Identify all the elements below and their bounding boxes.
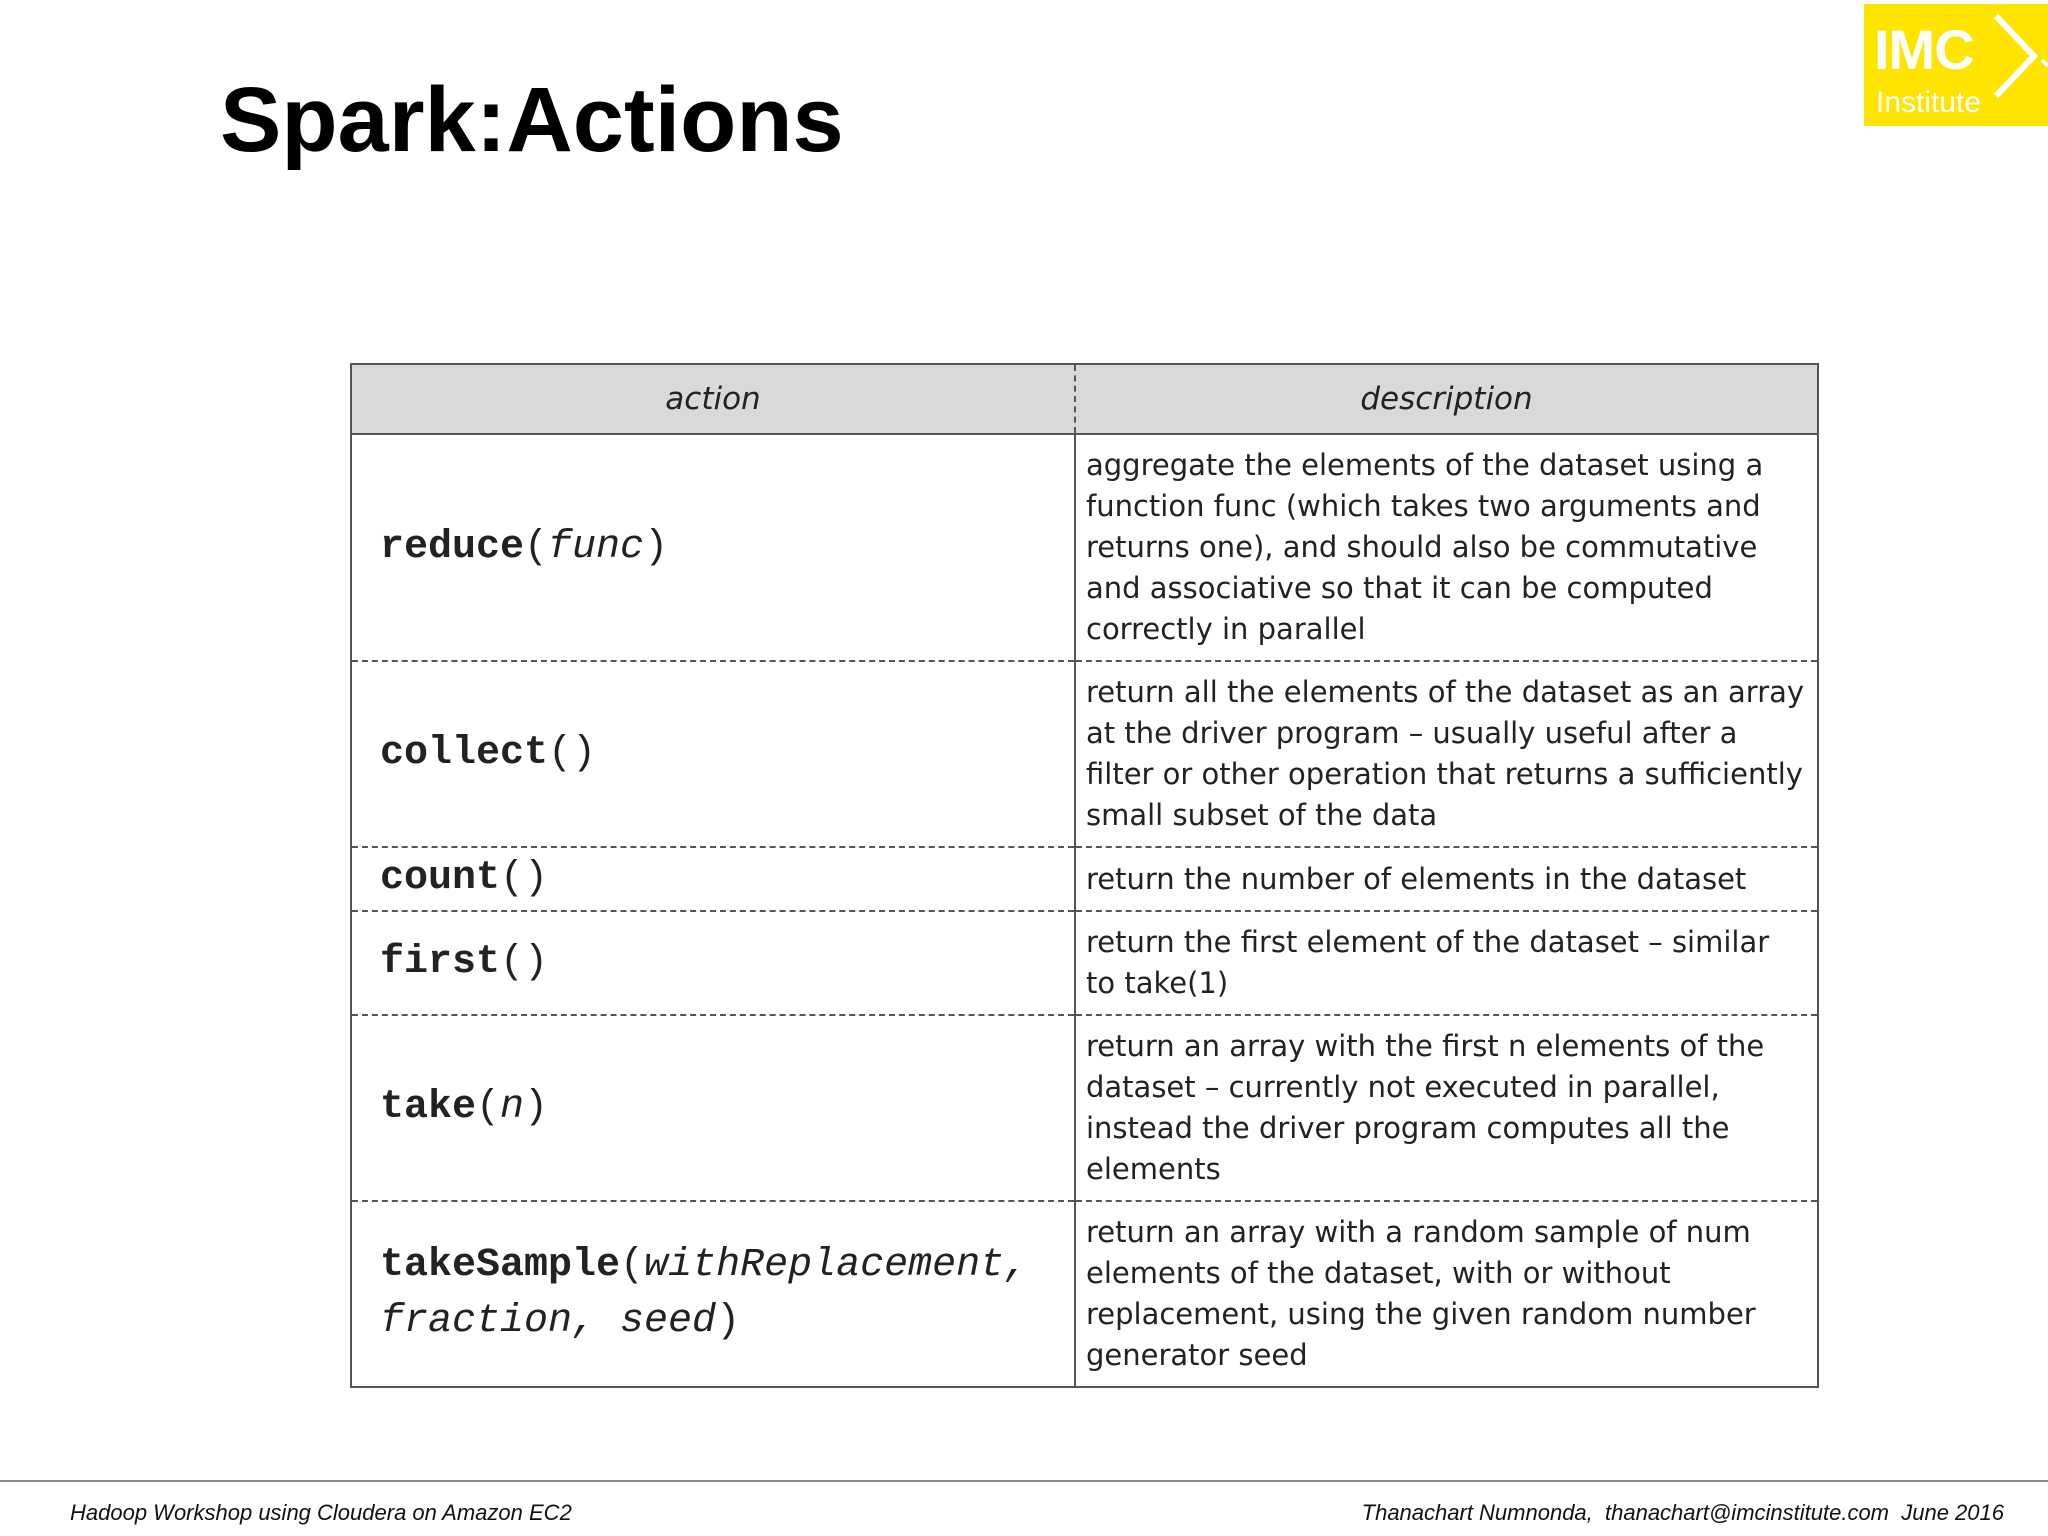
action-name: reduce (380, 524, 525, 570)
args-open: ( (500, 856, 525, 901)
action-name: take (380, 1085, 477, 1130)
description-cell: aggregate the elements of the dataset using a function func (which takes two arguments and returns one), and should also be commutative and associative so that it can be computed correctly in parallel (1086, 448, 1764, 646)
action-name: takeSample (380, 1243, 621, 1288)
args-open: ( (500, 940, 525, 985)
footer-workshop-title: Hadoop Workshop using Cloudera on Amazon EC2 (70, 1500, 572, 1525)
table-row (351, 911, 1818, 1015)
action-args-line2: fraction, seed (380, 1299, 717, 1344)
description-cell: return an array with the first n elements of the dataset – currently not executed in parallel, instead the driver program computes all the elements (1075, 1015, 1818, 1201)
action-cell (351, 847, 1075, 911)
footer-divider (0, 1480, 2048, 1482)
action-cell (351, 1201, 1075, 1387)
args-open: ( (548, 731, 573, 776)
description-cell: return the number of elements in the dataset (1075, 847, 1818, 911)
args-close: ) (716, 1299, 741, 1344)
action-name: count (380, 856, 501, 901)
args-close: ) (524, 856, 549, 901)
action-args: withReplacement, (644, 1243, 1029, 1288)
action-cell (351, 911, 1075, 1015)
table-header-row (351, 364, 1818, 434)
args-open: ( (476, 1085, 501, 1130)
description-cell: return all the elements of the dataset as an array at the driver program – usually useful after a filter or other operation that returns a sufficiently small subset of the data (1075, 661, 1818, 847)
action-cell (351, 1015, 1075, 1201)
table-row (351, 1015, 1818, 1201)
description-cell: return an array with a random sample of num elements of the dataset, with or without replacement, using the given random number generator seed (1075, 1201, 1818, 1387)
args-close: ) (524, 940, 549, 985)
args-open: ( (524, 524, 549, 570)
args-open: ( (620, 1243, 645, 1288)
action-args: n (500, 1085, 525, 1130)
action-cell (351, 661, 1075, 847)
actions-table (350, 363, 1819, 1388)
action-name: first (380, 940, 501, 985)
footer-author-info: Thanachart Numnonda, thanachart@imcinstitute.com June 2016 (1361, 1500, 2004, 1525)
description-cell: return the first element of the dataset – similar to take(1) (1075, 911, 1818, 1015)
table-row (351, 661, 1818, 847)
logo-sub-text: Institute (1876, 86, 1982, 119)
args-close: ) (644, 524, 669, 570)
header-description: description (1075, 364, 1818, 434)
action-cell (351, 434, 1075, 661)
args-close: ) (572, 731, 597, 776)
logo-main-text: IMC (1874, 18, 1974, 81)
table-row (351, 434, 1818, 661)
imc-institute-logo (1864, 4, 2048, 126)
action-args: func (548, 524, 645, 570)
table-row (351, 1201, 1818, 1387)
table-row (351, 847, 1818, 911)
action-name: collect (380, 731, 549, 776)
header-action: action (351, 364, 1075, 434)
slide-title: Spark:Actions (220, 69, 844, 171)
args-close: ) (524, 1085, 549, 1130)
